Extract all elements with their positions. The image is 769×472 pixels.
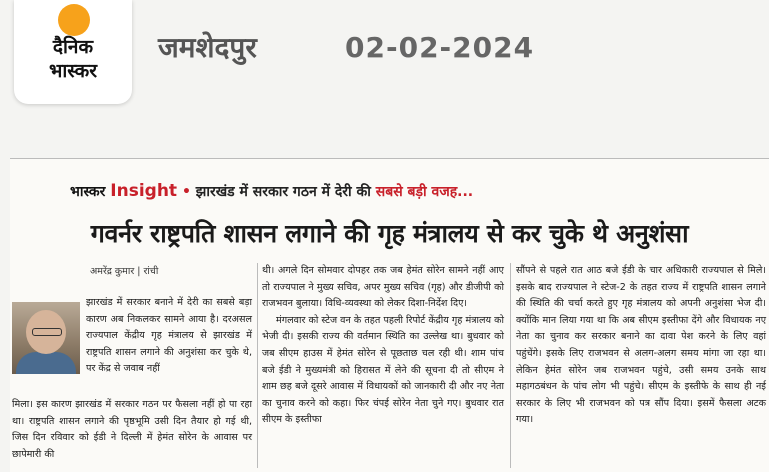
edition-date: 02-02-2024 [345, 31, 535, 64]
edition-city: जमशेदपुर [158, 31, 257, 64]
dainik-bhaskar-logo [14, 0, 132, 104]
column2-para2: मंगलवार को स्टेज वन के तहत पहली रिपोर्ट केंद्रीय गृह मंत्रालय को भेजी दी। इसकी राज्य की वर्तमान स्थिति का उल्लेख था। बुधवार को जब सीएम हाउस में हेमंत सोरेन से पूछताछ चल रही थी। शाम पांच बजे ईडी ने मुख्यमंत्री को हिरासत में लेने की सूचना दी तो सीएम ने शाम छह बजे दूसरे आवास में विधायकों को जानकारी दी और नए नेता का चुनाव करने को कहा। फिर चंपई सोरेन नेता चुने गए। बुधवार रात सीएम के इस्तीफा [262, 314, 504, 426]
kicker-brand: भास्कर [70, 184, 106, 200]
logo-text-line1: दैनिक [52, 36, 94, 58]
page-header [0, 0, 769, 118]
kicker-bullet: • [181, 184, 191, 200]
photo-shirt [16, 352, 76, 374]
column-divider [257, 263, 258, 468]
column1-intro [86, 295, 252, 378]
column-divider [510, 263, 511, 468]
kicker-highlight: सबसे बड़ी वजह... [375, 184, 474, 200]
column3 [516, 263, 766, 429]
sun-logo-icon [58, 4, 90, 36]
article-headline: गवर्नर राष्ट्रपति शासन लगाने की गृह मंत्रालय से कर चुके थे अनुशंसा [90, 219, 689, 248]
column1-rest-text: मिला। इस कारण झारखंड में सरकार गठन पर फैसला नहीं हो पा रहा था। राष्ट्रपति शासन लगाने की पृष्ठभूमि उसी दिन तैयार हो गई थी, जिस दिन रविवार को ईडी ने दिल्ली में हेमंत सोरेन के आवास पर छापेमारी की [12, 399, 252, 460]
photo-glasses [32, 328, 62, 336]
news-clipping [10, 158, 769, 472]
kicker-insight: Insight [110, 181, 178, 201]
column1-intro-text: झारखंड में सरकार बनाने में देरी का सबसे बड़ा कारण अब निकलकर सामने आया है। दरअसल राज्यपाल केंद्रीय गृह मंत्रालय से झारखंड में राष्ट्रपति शासन लगाने की अनुशंसा कर चुके थे, पर केंद्र से जवाब नहीं [86, 297, 252, 375]
column1-continued [12, 397, 252, 463]
kicker-text: झारखंड में सरकार गठन में देरी की [195, 184, 371, 200]
article-byline: अमरेंद्र कुमार | रांची [90, 266, 159, 277]
logo-text-line2: भास्कर [48, 60, 98, 82]
column3-text: सौंपने से पहले रात आठ बजे ईडी के चार अधिकारी राज्यपाल से मिले। इसके बाद राज्यपाल ने स्टेज-2 के तहत राज्य में राष्ट्रपति शासन लगाने की स्थिति की चर्चा करते हुए गृह मंत्रालय को अपनी अनुशंसा भेज दी। क्योंकि मान लिया गया था कि अब सीएम इस्तीफा देंगे और विधायक नए नेता का चुनाव कर सरकार बनाने का दावा पेश करने के लिए वहां पहुंचेंगे। इसके लिए राजभवन से अलग-अलग समय मांगा जा रहा था। लेकिन हेमंत सोरेन जब राजभवन पहुंचे, उसी समय उनके साथ महागठबंधन के पांच लोग भी पहुंचे। सीएम के इस्तीफे के साथ ही नई सरकार के लिए भी राजभवन को पत्र सौंप दिया। इसमें फैसला अटक गया। [516, 265, 766, 426]
governor-photo [12, 302, 80, 374]
column2-para1: थी। अगले दिन सोमवार दोपहर तक जब हेमंत सोरेन सामने नहीं आए तो राज्यपाल ने मुख्य सचिव, अपर मुख्य सचिव (गृह) और डीजीपी को राजभवन बुलाया। विधि-व्यवस्था को लेकर दिशा-निर्देश दिए। [262, 265, 504, 310]
column2 [262, 263, 504, 429]
article-kicker [70, 181, 473, 202]
